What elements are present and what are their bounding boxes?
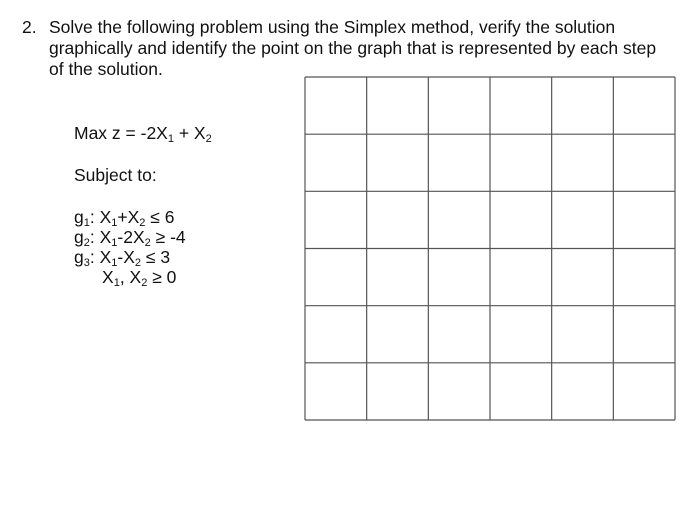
objective-function [74,123,212,144]
graph-grid-svg [304,76,676,421]
subject-to-label: Subject to: [74,165,157,185]
objective-prefix: Max z = -2X [74,123,168,143]
constraint-g1: $g_1$: $X_1+X_2 \le 6$ [74,207,175,229]
problem-number: 2. [22,17,37,37]
objective-sub2: 2 [205,133,212,145]
constraint-g3: $g_3$: $X_1-X_2 \le 3$ [74,247,171,269]
constraint-g2: $g_2$: $X_1-2X_2 \ge -4$ [74,227,186,249]
constraint-nonnegativity: $X_1$, $X_2 \ge 0$ [102,267,177,289]
objective-mid: + X [173,123,206,143]
graph-grid [304,76,676,421]
objective-sub1: 1 [167,133,174,145]
problem-text: Solve the following problem using the Simplex method, verify the solution graphically and identify the point on the graph that is represented by each step of the solution. [49,17,657,79]
constraints-list [74,207,186,287]
